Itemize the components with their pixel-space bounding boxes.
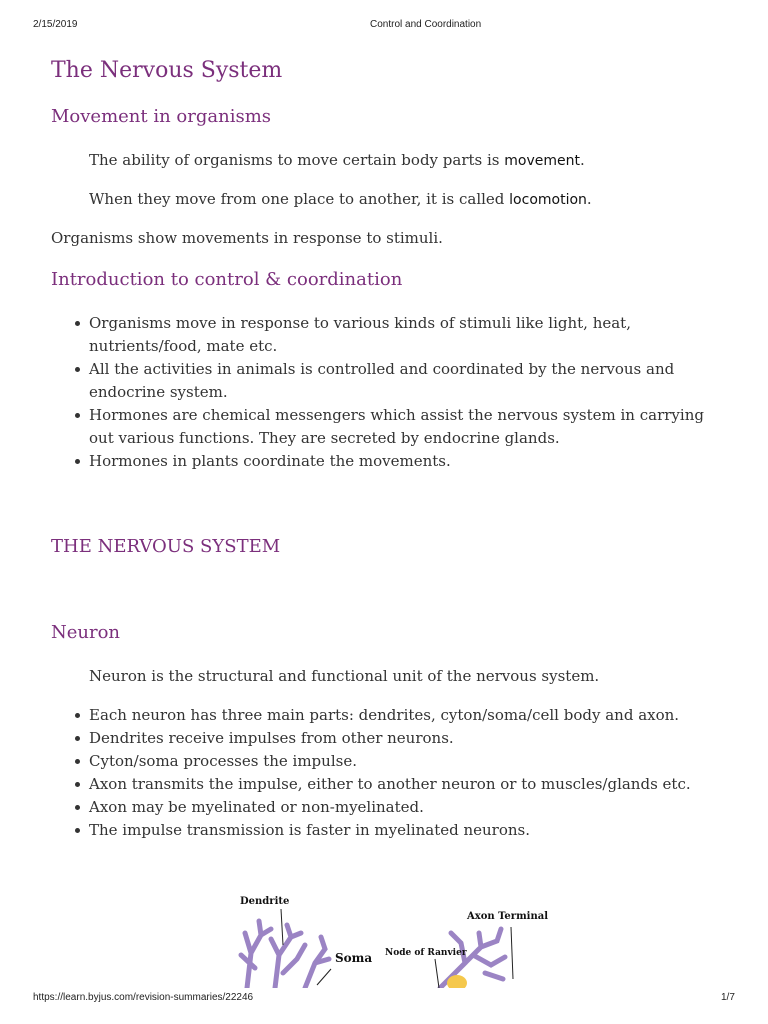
neuron-illustration bbox=[235, 893, 555, 988]
list-item: Each neuron has three main parts: dendrites, cyton/soma/cell body and axon. bbox=[51, 704, 711, 727]
list-item: Hormones in plants coordinate the movements. bbox=[51, 450, 711, 473]
paragraph-text: The ability of organisms to move certain body parts is bbox=[89, 151, 505, 169]
paragraph-text: . bbox=[579, 151, 585, 169]
neuron-bullet-list bbox=[51, 704, 711, 842]
header-title: Control and Coordination bbox=[370, 19, 482, 30]
section-heading-movement: Movement in organisms bbox=[51, 106, 272, 127]
section-heading-intro: Introduction to control & coordination bbox=[51, 269, 403, 290]
section-heading-nervous-system: THE NERVOUS SYSTEM bbox=[51, 536, 281, 557]
footer-url: https://learn.byjus.com/revision-summaries/22246 bbox=[33, 992, 254, 1003]
neuron-diagram bbox=[235, 893, 555, 988]
paragraph-text: When they move from one place to another, it is called bbox=[89, 190, 510, 208]
label-soma: Soma bbox=[335, 951, 373, 965]
list-item: Organisms move in response to various kinds of stimuli like light, heat, nutrients/food, mate etc. bbox=[51, 312, 711, 358]
paragraph-text: . bbox=[586, 190, 592, 208]
header-date: 2/15/2019 bbox=[33, 19, 78, 30]
paragraph-locomotion bbox=[89, 188, 592, 212]
keyword-movement: movement bbox=[504, 153, 580, 169]
list-item: Cyton/soma processes the impulse. bbox=[51, 750, 711, 773]
list-item: The impulse transmission is faster in myelinated neurons. bbox=[51, 819, 711, 842]
list-item: Axon transmits the impulse, either to another neuron or to muscles/glands etc. bbox=[51, 773, 711, 796]
label-node-of-ranvier: Node of Ranvier bbox=[385, 948, 467, 958]
keyword-locomotion: locomotion bbox=[509, 192, 587, 208]
list-item: All the activities in animals is controlled and coordinated by the nervous and endocrine system. bbox=[51, 358, 711, 404]
label-dendrite: Dendrite bbox=[240, 896, 290, 907]
section-heading-neuron: Neuron bbox=[51, 622, 121, 643]
label-axon-terminal: Axon Terminal bbox=[467, 911, 548, 922]
footer-page-number: 1/7 bbox=[721, 992, 735, 1003]
paragraph-movement bbox=[89, 149, 585, 173]
list-item: Hormones are chemical messengers which assist the nervous system in carrying out various functions. They are secreted by endocrine glands. bbox=[51, 404, 711, 450]
list-item: Axon may be myelinated or non-myelinated. bbox=[51, 796, 711, 819]
paragraph-neuron: Neuron is the structural and functional unit of the nervous system. bbox=[89, 667, 600, 685]
paragraph-stimuli: Organisms show movements in response to stimuli. bbox=[51, 229, 443, 247]
list-item: Dendrites receive impulses from other neurons. bbox=[51, 727, 711, 750]
page-title: The Nervous System bbox=[51, 58, 283, 83]
intro-bullet-list bbox=[51, 312, 711, 473]
